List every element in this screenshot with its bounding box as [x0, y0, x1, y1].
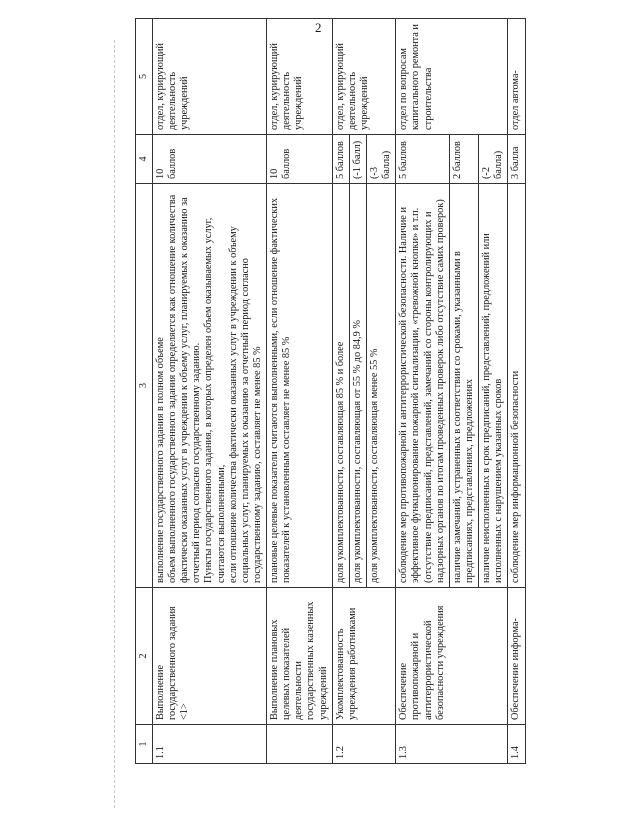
points-cell: 10 баллов	[267, 135, 333, 184]
points-cell: 2 баллов	[449, 135, 478, 184]
criterion-cell: Выполнение государственного задания <1>	[152, 588, 266, 725]
responsible-cell: отдел по вопросам капитального ремонта и строительства	[396, 19, 508, 135]
row-number: 1.1	[152, 725, 266, 764]
condition-text: объем выполненного государственного задания определяется как отношение количества фактически оказанных услуг в учреждении к объему услуг, планируемых к оказанию за отчетный период согласно государственному заданию.	[166, 194, 203, 583]
header-col-3: 3	[136, 184, 153, 588]
points-cell: (-2 балла)	[479, 135, 508, 184]
points-cell: (-3 балла)	[367, 135, 396, 184]
row-number: 1.3	[396, 725, 508, 764]
page-number: 2	[315, 20, 322, 35]
criterion-cell: Укомплектованность учреждения работниками	[332, 588, 396, 725]
margin-guide	[114, 40, 116, 808]
header-col-4: 4	[136, 135, 153, 184]
points-cell: 3 балла	[508, 135, 525, 184]
condition-cell: доля укомплектованности, составляющая 85 % и более	[332, 184, 349, 588]
table-row	[332, 19, 349, 764]
rotated-criteria-table	[135, 24, 640, 764]
condition-text: если отношение количества фактически оказанных услуг в учреждении к объему социальных услуг, планируемых к оказанию за отчетный период согласно государственному заданию, составляет не менее 85 %	[227, 226, 263, 583]
responsible-cell: отдел автома-	[508, 19, 525, 135]
header-col-1: 1	[136, 725, 153, 764]
conditions-cell	[152, 184, 266, 588]
responsible-cell: отдел, курирующий деятельность учреждений	[152, 19, 266, 135]
condition-text: Пункты государственного задания, в которых определен объем оказываемых услуг, считаются выполненными,	[203, 217, 227, 583]
condition-cell: наличие неисполненных в срок предписаний, представлений, предложений или исполненных с нарушением указанных сроков	[479, 184, 508, 588]
criteria-table	[135, 18, 526, 764]
header-col-2: 2	[136, 588, 153, 725]
condition-cell: доля укомплектованности, составляющая от 55 % до 84,9 %	[349, 184, 366, 588]
header-col-5: 5	[136, 19, 153, 135]
row-number	[267, 725, 333, 764]
condition-cell: соблюдение мер противопожарной и антитеррористической безопасности. Наличие и эффективное функционирование пожарной сигнализации, «тревожной кнопки» и т.п. (отсутствие предписаний, представлений, замечаний со стороны контролирующих и надзорных органов по итогам проведенных проверок либо отсутствие самих проверок)	[396, 184, 450, 588]
responsible-cell: отдел, курирующий деятельность учреждений	[267, 19, 333, 135]
table-row	[396, 19, 450, 764]
condition-text: выполнение государственного задания в полном объеме	[154, 337, 166, 583]
conditions-cell: плановые целевые показатели считаются выполненными, если отношение фактических показателей к установленным составляет не менее 85 %	[267, 184, 333, 588]
table-row	[508, 19, 525, 764]
row-number: 1.2	[332, 725, 396, 764]
criterion-cell: Выполнение плановых целевых показателей деятельности государственных казенных учреждений	[267, 588, 333, 725]
criterion-cell: Обеспечение информа-	[508, 588, 525, 725]
table-row	[152, 19, 266, 764]
points-cell: 10 баллов	[152, 135, 266, 184]
points-cell: 5 баллов	[396, 135, 450, 184]
responsible-cell: отдел, курирующий деятельность учреждений	[332, 19, 396, 135]
row-number: 1.4	[508, 725, 525, 764]
criterion-cell: Обеспечение противопожарной и антитеррористической безопасности учреждения	[396, 588, 508, 725]
header-row	[136, 19, 153, 764]
points-cell: 5 баллов	[332, 135, 349, 184]
condition-cell: доля укомплектованности, составляющая менее 55 %	[367, 184, 396, 588]
condition-cell: наличие замечаний, устраненных в соответствии со сроками, указанными в предписаниях, представлениях, предложениях	[449, 184, 478, 588]
table-row	[267, 19, 333, 764]
conditions-cell: соблюдение мер информационной безопасности	[508, 184, 525, 588]
points-cell: (-1 балл)	[349, 135, 366, 184]
